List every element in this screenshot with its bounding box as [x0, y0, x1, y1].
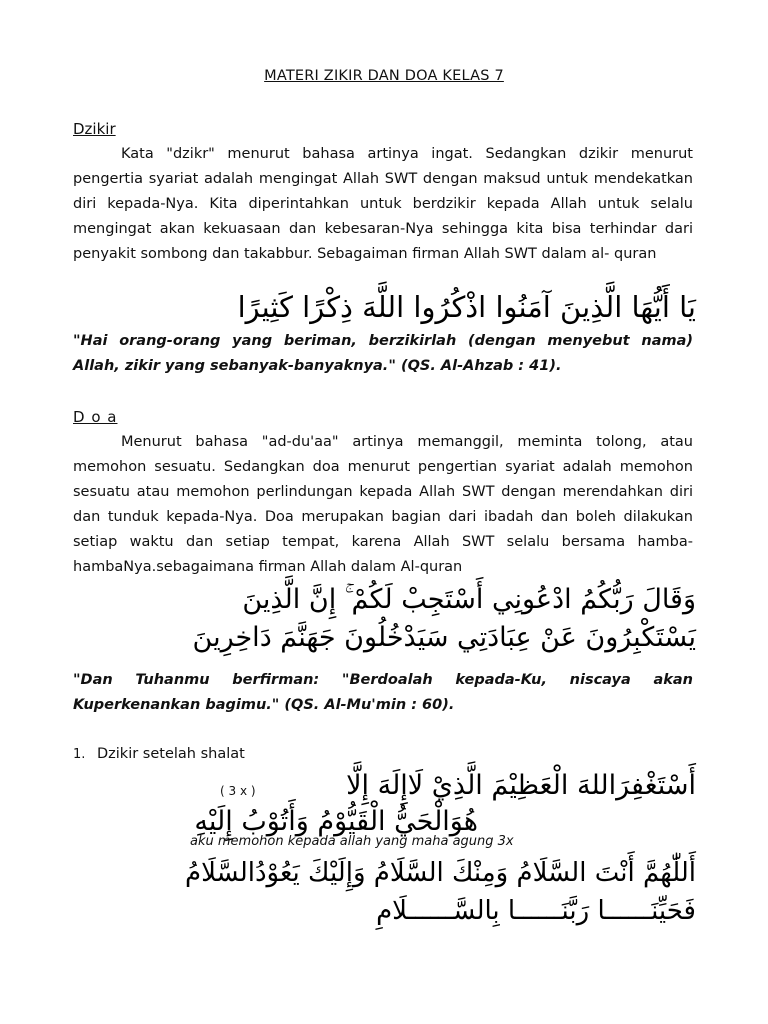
arabic-dua-salam-line2: فَحَيِّنَــــــا رَبَّنَــــــا بِالسَّــــــلَامِ: [376, 896, 696, 926]
translation-ahzab: [73, 329, 693, 379]
arabic-istighfar-line1: أَسْتَغْفِرَاللهَ الْعَظِيْمَ الَّذِيْ لَاإِلَهَ إِلَّا: [346, 770, 696, 801]
section-heading-dzikir: Dzikir: [73, 120, 116, 138]
reference-ahzab: (QS. Al-Ahzab : 41).: [400, 358, 562, 374]
translation-mumin: [73, 668, 693, 718]
arabic-istighfar-line2: هُوَالْحَيُّ الْقَيُّوْمُ وَأَتُوْبُ إِلَيْهِ: [194, 806, 478, 837]
translation-ahzab-text: "Hai orang-orang yang beriman, berzikirlah (dengan menyebut nama) Allah, zikir yang sebanyak-banyaknya.": [73, 333, 693, 374]
paragraph-dzikir-text: Kata "dzikr" menurut bahasa artinya ingat. Sedangkan dzikir menurut pengertia syariat adalah mengingat Allah SWT dengan maksud untuk mendekatkan diri kepada-Nya. Kita diperintahkan untuk berdzikir kepada Allah untuk selalu mengingat akan kekuasaan dan kebesaran-Nya sehingga kita bisa terhindar dari penyakit sombong dan takabbur. Sebagaiman firman Allah SWT dalam al- quran: [73, 146, 693, 262]
arabic-verse-mumin-line2: يَسْتَكْبِرُونَ عَنْ عِبَادَتِي سَيَدْخُلُونَ جَهَنَّمَ دَاخِرِينَ: [192, 622, 696, 653]
arabic-verse-mumin-line1: وَقَالَ رَبُّكُمُ ادْعُونِي أَسْتَجِبْ لَكُمْ ۚ إِنَّ الَّذِينَ: [242, 584, 696, 615]
list-item-dzikir-setelah-shalat: [73, 746, 245, 762]
section-heading-doa: D o a: [73, 408, 118, 426]
paragraph-doa: [73, 430, 693, 580]
istighfar-meaning: aku memohon kepada allah yang maha agung 3x: [190, 834, 514, 849]
reference-mumin: (QS. Al-Mu'min : 60).: [284, 697, 455, 713]
document-title: MATERI ZIKIR DAN DOA KELAS 7: [264, 68, 504, 84]
translation-mumin-text: "Dan Tuhanmu berfirman: "Berdoalah kepada-Ku, niscaya akan Kuperkenankan bagimu.": [73, 672, 693, 713]
count-note: ( 3 x ): [220, 784, 256, 798]
paragraph-doa-text: Menurut bahasa "ad-du'aa" artinya memanggil, meminta tolong, atau memohon sesuatu. Sedangkan doa menurut pengertian syariat adalah memohon sesuatu atau memohon perlindungan kepada Allah SWT dengan merendahkan diri dan tunduk kepada-Nya. Doa merupakan bagian dari ibadah dan boleh dilakukan setiap waktu dan setiap tempat, karena Allah SWT selalu bersama hamba-hambaNya.sebagaimana firman Allah dalam Al-quran: [73, 434, 693, 575]
arabic-dua-salam-line1: أَللّٰهُمَّ أَنْتَ السَّلَامُ وَمِنْكَ السَّلَامُ وَإِلَيْكَ يَعُوْدُالسَّلَامُ: [185, 858, 696, 888]
arabic-verse-ahzab: يَا أَيُّهَا الَّذِينَ آمَنُوا اذْكُرُوا اللَّهَ ذِكْرًا كَثِيرًا: [237, 290, 696, 324]
list-label: Dzikir setelah shalat: [97, 746, 245, 762]
paragraph-dzikir: [73, 142, 693, 267]
list-number: 1.: [73, 747, 86, 762]
